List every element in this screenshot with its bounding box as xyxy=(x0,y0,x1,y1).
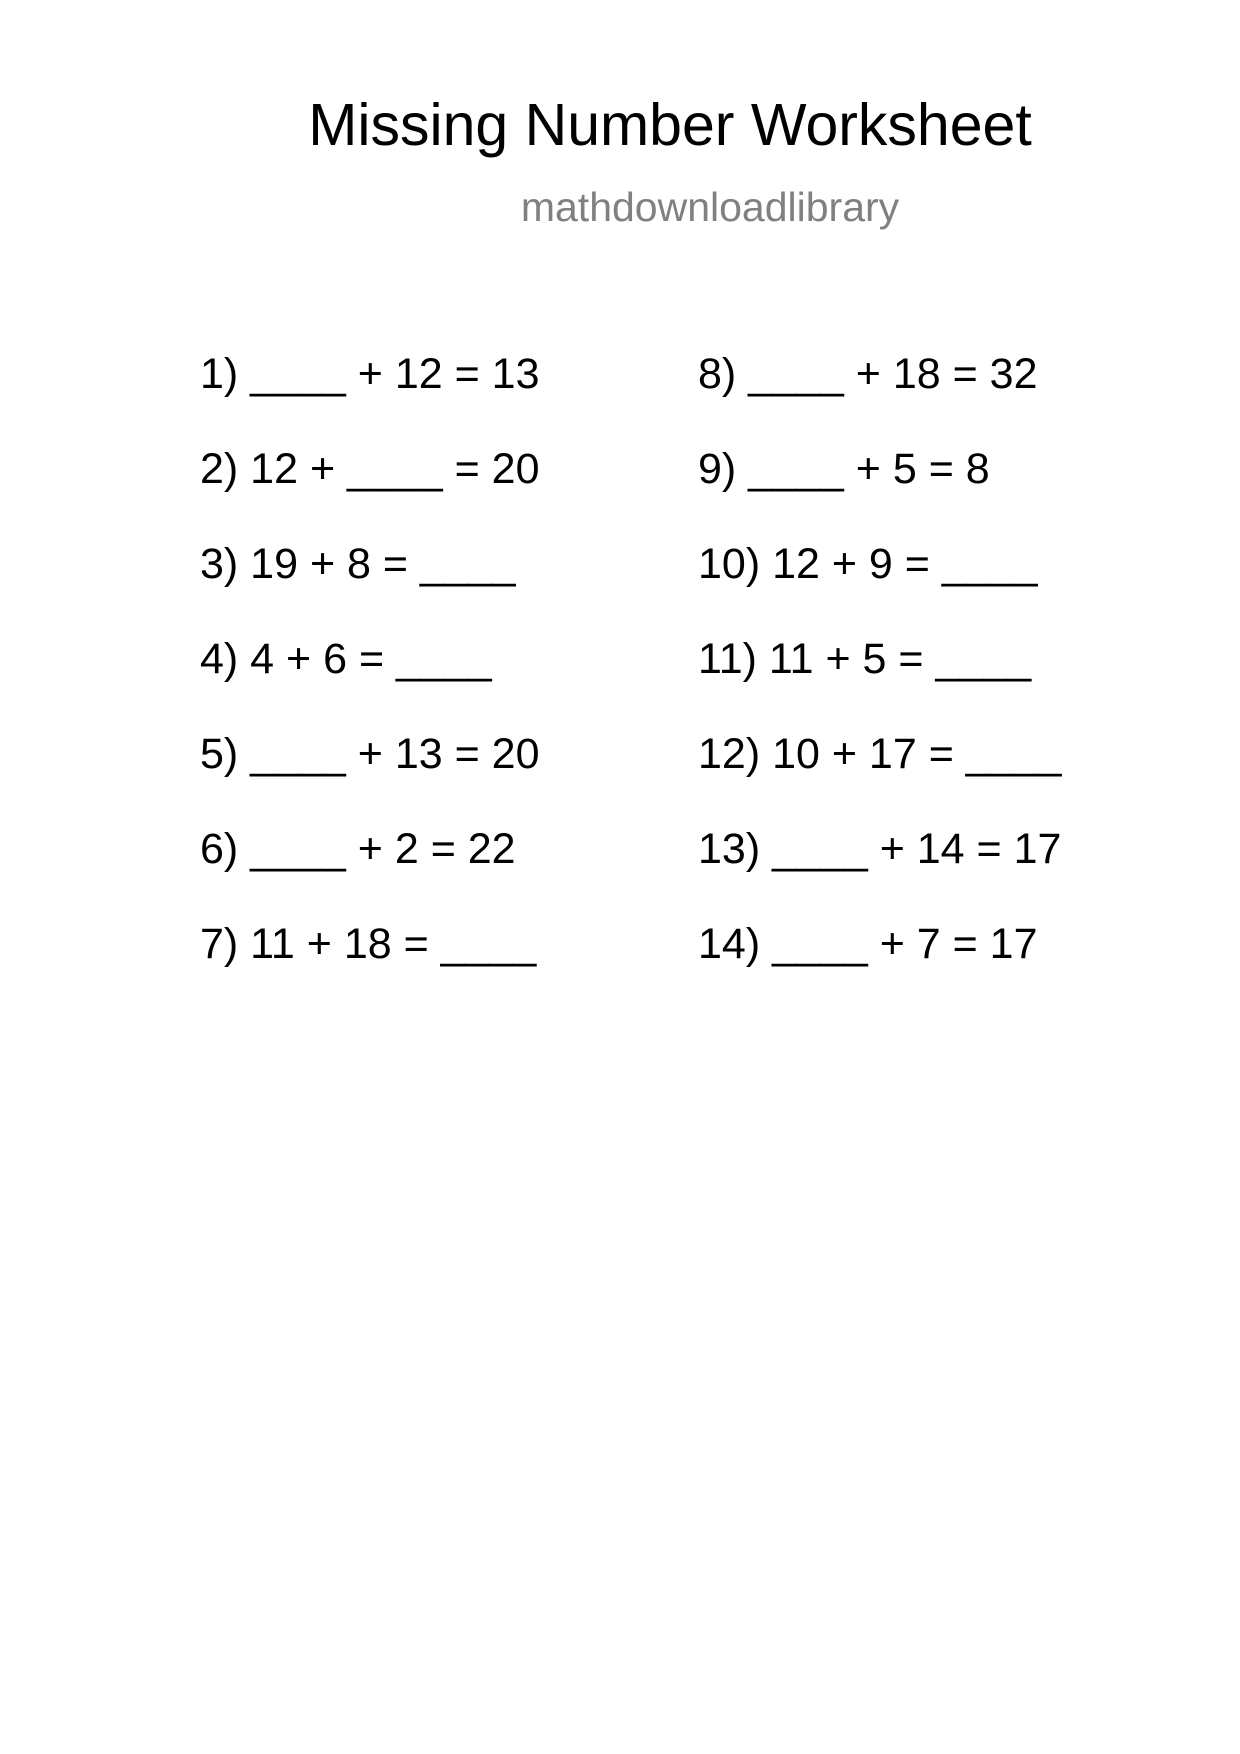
problem-5: 5) ____ + 13 = 20 xyxy=(200,730,540,778)
problem-7: 7) 11 + 18 = ____ xyxy=(200,920,537,968)
problem-10: 10) 12 + 9 = ____ xyxy=(698,540,1038,588)
problems-column-left xyxy=(200,350,540,1018)
problem-11: 11) 11 + 5 = ____ xyxy=(698,635,1032,683)
problem-6: 6) ____ + 2 = 22 xyxy=(200,825,516,873)
problem-13: 13) ____ + 14 = 17 xyxy=(698,825,1062,873)
worksheet-title: Missing Number Worksheet xyxy=(308,92,1032,158)
problem-12: 12) 10 + 17 = ____ xyxy=(698,730,1062,778)
problem-3: 3) 19 + 8 = ____ xyxy=(200,540,516,588)
worksheet-subtitle: mathdownloadlibrary xyxy=(520,184,900,230)
problem-8: 8) ____ + 18 = 32 xyxy=(698,350,1038,398)
problem-1: 1) ____ + 12 = 13 xyxy=(200,350,540,398)
problems-column-right xyxy=(698,350,1062,1018)
problem-14: 14) ____ + 7 = 17 xyxy=(698,920,1038,968)
problem-2: 2) 12 + ____ = 20 xyxy=(200,445,540,493)
problem-4: 4) 4 + 6 = ____ xyxy=(200,635,492,683)
problem-9: 9) ____ + 5 = 8 xyxy=(698,445,990,493)
